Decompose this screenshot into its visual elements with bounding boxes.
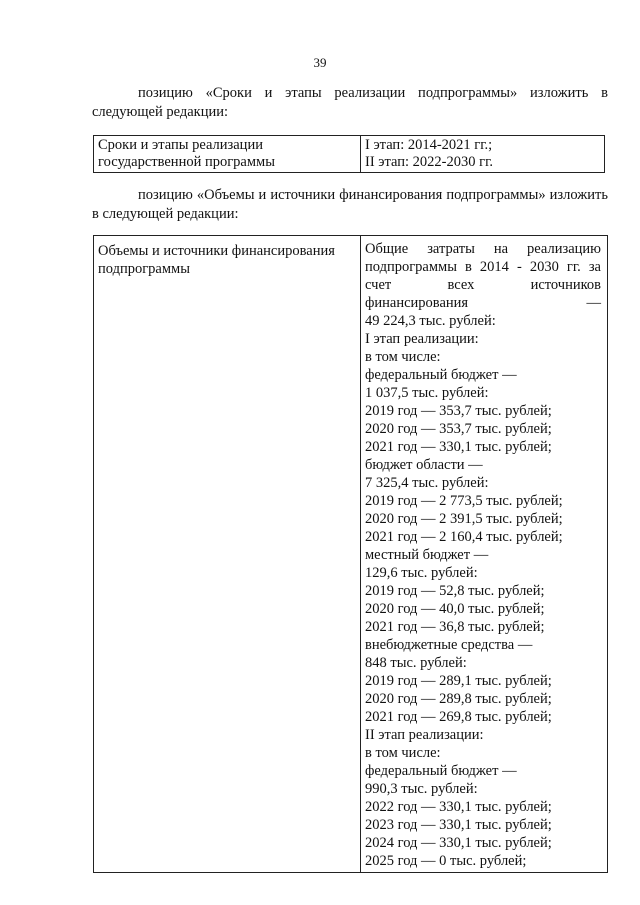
funding-line: федеральный бюджет — [365,763,517,779]
funding-line: финансирования — [365,295,601,311]
funding-line: федеральный бюджет — [365,367,517,383]
funding-line: 129,6 тыс. рублей: [365,565,478,581]
page-number: 39 [313,55,327,70]
funding-line: подпрограммы в 2014 - 2030 гг. за [365,259,601,275]
funding-line: 2019 год — 289,1 тыс. рублей; [365,673,552,689]
funding-line: внебюджетные средства — [365,637,533,653]
instruction-text-2: позицию «Объемы и источники финансирования подпрограммы» изложить в следующей редакции: [92,187,608,222]
funding-line: 2020 год — 40,0 тыс. рублей; [365,601,545,617]
funding-line: 7 325,4 тыс. рублей: [365,475,489,491]
funding-line: 990,3 тыс. рублей: [365,781,478,797]
funding-line: местный бюджет — [365,547,489,563]
funding-line: 2024 год — 330,1 тыс. рублей; [365,835,552,851]
funding-line: 2021 год — 36,8 тыс. рублей; [365,619,545,635]
funding-line: в том числе: [365,745,441,761]
funding-line: 848 тыс. рублей: [365,655,467,671]
stages-label-cell: Сроки и этапы реализации государственной программы [94,136,361,173]
stages-value-cell [361,136,605,173]
funding-line: 2022 год — 330,1 тыс. рублей; [365,799,552,815]
funding-line: 2019 год — 2 773,5 тыс. рублей; [365,493,563,509]
funding-line: 2025 год — 0 тыс. рублей; [365,853,527,869]
funding-line: 49 224,3 тыс. рублей: [365,313,496,329]
funding-label-cell: Объемы и источники финансирования подпрограммы [94,236,361,873]
funding-line: бюджет области — [365,457,483,473]
funding-line: 2020 год — 2 391,5 тыс. рублей; [365,511,563,527]
stage-1-line: I этап: 2014-2021 гг.; [365,137,493,153]
funding-line: 2021 год — 269,8 тыс. рублей; [365,709,552,725]
funding-line: 2019 год — 52,8 тыс. рублей; [365,583,545,599]
funding-line: 1 037,5 тыс. рублей: [365,385,489,401]
funding-line: II этап реализации: [365,727,484,743]
stages-table [93,135,605,173]
funding-line: 2020 год — 289,8 тыс. рублей; [365,691,552,707]
funding-line: 2023 год — 330,1 тыс. рублей; [365,817,552,833]
funding-table [93,235,608,873]
instruction-paragraph-1 [92,84,608,122]
funding-line: I этап реализации: [365,331,479,347]
table-row [94,236,608,873]
funding-value-cell [361,236,608,873]
funding-line: Общие затраты на реализацию [365,241,601,257]
stage-2-line: II этап: 2022-2030 гг. [365,154,494,170]
funding-line: 2021 год — 2 160,4 тыс. рублей; [365,529,563,545]
instruction-text-1: позицию «Сроки и этапы реализации подпрограммы» изложить в следующей редакции: [92,85,608,120]
funding-line: счет всех источников [365,277,601,293]
funding-line: 2020 год — 353,7 тыс. рублей; [365,421,552,437]
funding-line: 2021 год — 330,1 тыс. рублей; [365,439,552,455]
funding-line: в том числе: [365,349,441,365]
instruction-paragraph-2 [92,186,608,224]
funding-line: 2019 год — 353,7 тыс. рублей; [365,403,552,419]
table-row [94,136,605,173]
